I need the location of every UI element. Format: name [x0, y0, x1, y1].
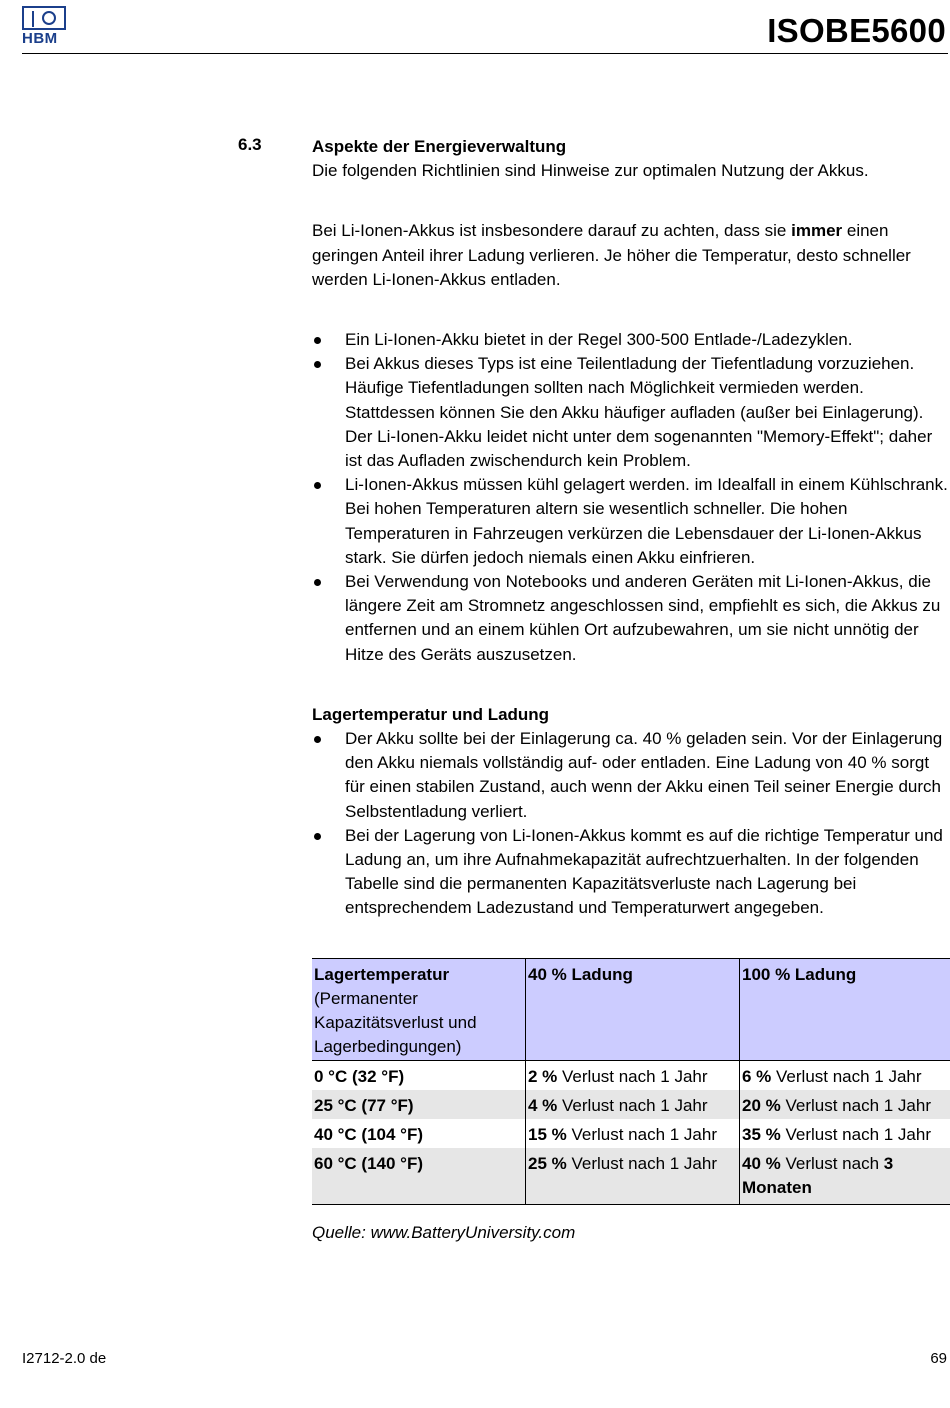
footer-doc-id: I2712-2.0 de [22, 1350, 107, 1367]
battery-tips-list [312, 328, 950, 667]
paragraph-emphasis: immer [791, 221, 843, 241]
storage-heading: Lagertemperatur und Ladung [312, 704, 550, 724]
hbm-logo-text: HBM [22, 30, 58, 47]
list-item: Bei Verwendung von Notebooks und anderen Geräten mit Li-Ionen-Akkus, die längere Zeit am Stromnetz angeschlossen sind, empfiehlt es sich, die Akkus zu entfernen und an einem kühlen Ort aufzubewahren, um sie nicht unnötig der Hitze des Geräts auszusetzen. [312, 570, 950, 667]
loss-100-cell: 40 % Verlust nach 3 Monaten [740, 1148, 950, 1205]
temperature-cell: 60 °C (140 °F) [314, 1153, 424, 1173]
loss-40-cell: 4 % Verlust nach 1 Jahr [526, 1090, 740, 1119]
temperature-cell: 0 °C (32 °F) [314, 1066, 405, 1086]
paragraph-text-after: einen geringen Anteil ihrer Ladung verlieren. Je höher die Temperatur, desto schneller werden Li-Ionen-Akkus entladen. [312, 221, 911, 289]
table-row [312, 1090, 950, 1119]
header-storage-temperature: Lagertemperatur (Permanenter Kapazitätsverlust und Lagerbedingungen) [314, 964, 477, 1056]
loss-40-cell: 15 % Verlust nach 1 Jahr [526, 1119, 740, 1148]
temperature-cell: 40 °C (104 °F) [314, 1124, 424, 1144]
table-header-row [312, 958, 950, 1060]
document-title: ISOBE5600 [767, 12, 946, 49]
section-number: 6.3 [238, 135, 262, 154]
table-source: Quelle: www.BatteryUniversity.com [312, 1222, 576, 1242]
table-row [312, 1119, 950, 1148]
list-item: Bei der Lagerung von Li-Ionen-Akkus kommt es auf die richtige Temperatur und Ladung an, um ihre Aufnahmekapazität aufrechtzuerhalten. In der folgenden Tabelle sind die permanenten Kapazitätsverluste nach Lagerung bei entsprechendem Ladezustand und Temperaturwert angegeben. [312, 824, 950, 921]
loss-100-cell: 35 % Verlust nach 1 Jahr [740, 1119, 950, 1148]
table-row [312, 1148, 950, 1205]
loss-40-cell: 2 % Verlust nach 1 Jahr [526, 1060, 740, 1090]
loss-40-cell: 25 % Verlust nach 1 Jahr [526, 1148, 740, 1205]
section-title: Aspekte der Energieverwaltung [312, 137, 567, 156]
page-content [312, 135, 950, 1245]
list-item: Li-Ionen-Akkus müssen kühl gelagert werden. im Idealfall in einem Kühlschrank. Bei hohen Temperaturen altern sie wesentlich schneller. Die hohen Temperaturen in Fahrzeugen verkürzen die Lebensdauer der Li-Ionen-Akkus stark. Sie dürfen jedoch niemals einen Akku einfrieren. [312, 473, 950, 570]
loss-100-cell: 6 % Verlust nach 1 Jahr [740, 1060, 950, 1090]
header-divider [22, 53, 948, 54]
section-intro: Die folgenden Richtlinien sind Hinweise zur optimalen Nutzung der Akkus. [312, 161, 869, 181]
paragraph-text-before: Bei Li-Ionen-Akkus ist insbesondere darauf zu achten, dass sie [312, 221, 792, 241]
capacity-loss-table [312, 958, 950, 1205]
header-40-percent: 40 % Ladung [526, 958, 740, 1060]
loss-100-cell: 20 % Verlust nach 1 Jahr [740, 1090, 950, 1119]
page-number: 69 [930, 1350, 947, 1367]
list-item: Der Akku sollte bei der Einlagerung ca. 40 % geladen sein. Vor der Einlagerung den Akku niemals vollständig auf- oder entladen. Eine Ladung von 40 % sorgt für einen stabilen Zustand, auch wenn der Akku einen Teil seiner Energie durch Selbstentladung verliert. [312, 727, 950, 824]
list-item: Bei Akkus dieses Typs ist eine Teilentladung der Tiefentladung vorzuziehen. Häufige Tiefentladungen sollten nach Möglichkeit vermieden werden. Stattdessen können Sie den Akku häufiger aufladen (außer bei Einlagerung). Der Li-Ionen-Akku leidet nicht unter dem sogenannten "Memory-Effekt"; daher ist das Aufladen zwischendurch kein Problem. [312, 352, 950, 473]
hbm-logo-mark-icon [22, 6, 66, 30]
header-100-percent: 100 % Ladung [740, 958, 950, 1060]
table-row [312, 1060, 950, 1090]
temperature-cell: 25 °C (77 °F) [314, 1095, 414, 1115]
hbm-logo [22, 6, 68, 46]
li-ion-paragraph [312, 219, 950, 292]
storage-list [312, 727, 950, 921]
list-item: Ein Li-Ionen-Akku bietet in der Regel 300-500 Entlade-/Ladezyklen. [312, 328, 950, 352]
